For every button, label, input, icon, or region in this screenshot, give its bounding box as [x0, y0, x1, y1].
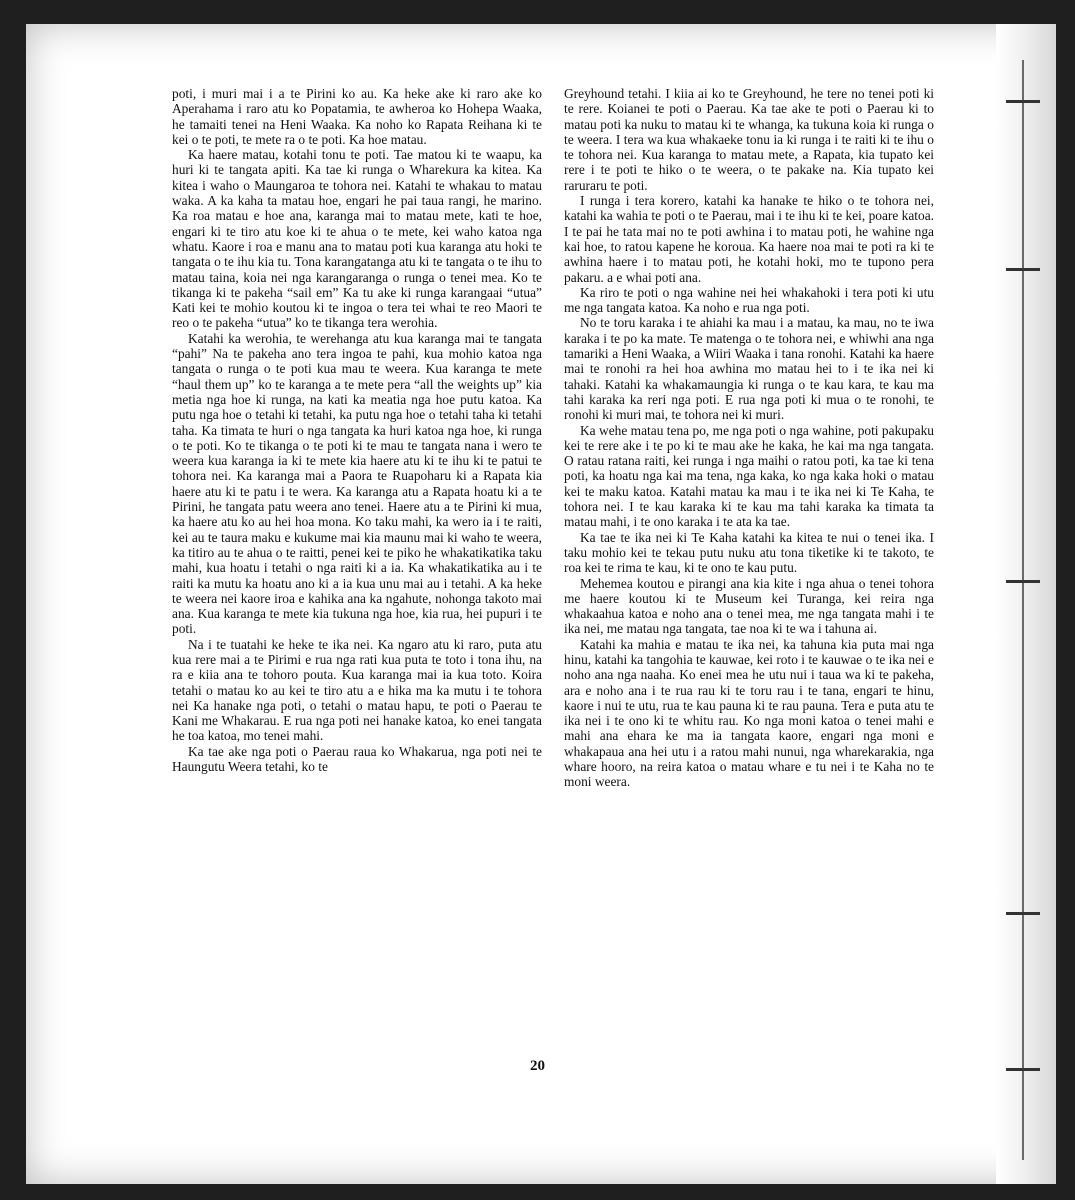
paragraph: No te toru karaka i te ahiahi ka mau i a matau, ka mau, no te iwa karaka i te po ka mate. Te matenga o te tohora nei, e whiwhi ana nga tamariki a Heni Waaka, a Wiiri Waaka i tana ronohi. Katahi ka haere mai te ronohi ra hei hoa awhina mo matau hei to i te ika nei ki tahaki. Katahi ka whakamaungia ki runga o te kau kara, te kau ma tahi karaka ka reri nga poti. E rua nga poti ki mua o te ronohi, te ronohi ki muri mai, te tohora nei ki muri. — [564, 315, 934, 423]
right-text-column — [564, 86, 934, 790]
paragraph: Na i te tuatahi ke heke te ika nei. Ka ngaro atu ki raro, puta atu kua rere mai a te Pirimi e rua nga rati kua puta te toto i tona ihu, na ra e kiia ana te tohoro pouta. Kua karanga mai ia kua toto. Koira tetahi o matau ko au kei te tiro atu a e hika ma ka mutu i te tohora nei Ka hanake nga poti, o tetahi o matau hapu, te poti o Paerau te Kani me Whakarau. E rua nga poti nei hanake katoa, ko enei tangata he toa katoa, mo tenei mahi. — [172, 636, 542, 744]
paragraph: Greyhound tetahi. I kiia ai ko te Greyhound, he tere no tenei poti ki te rere. Koianei te poti o Paerau. Ka tae ake te poti o Paerau ki to matau poti ka nuku to matau ki te whanga, ka tukuna koia ki runga o te weera. I tera wa kua whakaeke tonu ia ki runga i te raiti ki te ihu o te tohora nei. Kua karanga to matau mete, a Rapata, kia tupato kei rere i te poti te hiko o te weera, o te pakake na. Kia tupato kei raruraru te poti. — [564, 86, 934, 193]
paragraph: Ka tae ake nga poti o Paerau raua ko Whakarua, nga poti nei te Haungutu Weera tetahi, ko te — [172, 743, 542, 775]
paragraph: Katahi ka mahia e matau te ika nei, ka tahuna kia puta mai nga hinu, katahi ka tangohia te kauwae, kei roto i te kauwae o te ika nei e noho ana nga naaha. Ko enei mea he utu nui i taua wa ki te pakeha, ara e noho ana i te rua rau ki te toru rau i te tana, engari te hinu, kaore i nui te utu, rua te kau pauna ki te rau pauna. Tera e puta atu te ika nei i te ono ki te whitu rau. Ko nga moni katoa o tenei mahi e mahi ana ehara ke ma ia tangata kaore, engari nga moni e whakapaua ana hei utu i a ratou mahi nunui, nga wharekarakia, nga whare hooro, na reira katoa o matau whare e tu nei i te Kaha no te moni weera. — [564, 636, 934, 790]
paragraph: Ka riro te poti o nga wahine nei hei whakahoki i tera poti ki utu me nga tangata katoa. Ka noho e rua nga poti. — [564, 284, 934, 316]
paragraph: Katahi ka werohia, te werehanga atu kua karanga mai te tangata “pahi” Na te pakeha ano tera ingoa te pahi, kua mohio katoa nga tangata o runga o te poti kua mau te weera. Kua karanga te mete “haul them up” ko te karanga a te mete pera “all the weights up” kia metia nga hoe ki runga, na kati ka meatia nga hoe putu katoa. Ka putu nga hoe o tetahi ki tetahi, ka putu nga hoe o tetahi taha ki tetahi taha. Ka timata te huri o nga tangata ka huri katoa nga hoe, ki runga o te poti. Ko te tikanga o te poti ki te mau te tangata nana i wero te weera kua karanga ia ki te mete kia haere atu ki te ihu ki te patui te tohora nei. Ka karanga mai a Paora te Ruapoharu ki a Rapata kia haere atu ki te patu i te wera. Ka karanga atu a Rapata hoatu ki a te Pirini, he tangata patu weera ano tenei. Haere atu a te Pirini ki mua, ka haere atu ko au hei hoa mona. Ko taku mahi, ka wero ia i te raiti, kei au te taura maku e kukume mai kia maunu mai ki waho te weera, ka titiro au te ahua o te raitti, penei kei te piko he whakatikatika taku mahi, kua hoatu i tetahi o nga raiti ki a ia. Ka whakatikatika au i te raiti ka mutu ka hoatu ano ki a ia kua unu mai au i tetahi. A ka heke te weera nei kaore iroa e kahika ana ka ngahute, nohonga takoto mai ana. Kua karanga te mete kia tukuna nga hoe, kia rua, hei pupuri i te poti. — [172, 330, 542, 637]
binding-mark — [1006, 268, 1040, 271]
paragraph: Ka tae te ika nei ki Te Kaha katahi ka kitea te nui o tenei ika. I taku mohio kei te tekau putu nuku atu tona tiketike ki te takoto, te roa kei te rima te kau, ki te ono te kau putu. — [564, 529, 934, 576]
paragraph: Ka wehe matau tena po, me nga poti o nga wahine, poti pakupaku kei te rere ake i te po ki te mau ake he kaka, he kai ma nga tangata. O ratau ratana raiti, kei runga i nga maihi o ratou poti, ka tae ki tena poti, ka hoatu nga kai ma tena, nga kaka, ko nga kaka hoki o matau kei te maku katoa. Katahi matau ka mau i te ika nei ki Te Kaha, te tohora nei. I te kau karaka ki te kau ma tahi karaka ka timata ta matau mahi, i te ono karaka i te ata ka tae. — [564, 422, 934, 530]
paragraph: I runga i tera korero, katahi ka hanake te hiko o te tohora nei, katahi ka wahia te poti o te Paerau, mai i te ihu ki te kei, poare katoa. I te pai he tata mai no te poti awhina i to matau poti, he wahine nga kai hoe, to ratou kapene he koroua. Ka haere noa mai te poti ra ki te awhina haere i to matau poti, he kotahi hoki, mo te tupono pera pakaru. a e whai poti ana. — [564, 193, 934, 285]
binding-mark — [1006, 912, 1040, 915]
paragraph: poti, i muri mai i a te Pirini ko au. Ka heke ake ki raro ake ko Aperahama i raro atu ko Popatamia, te awheroa ko Hohepa Waaka, he tamaiti tenei na Heni Waaka. Ka noho ko Rapata Reihana ki te kei o te poti, te mete ra o te poti. Ka hoe matau. — [172, 86, 542, 147]
binding-mark — [1006, 580, 1040, 583]
page-edge-shadow — [996, 24, 1056, 1184]
binding-edge — [1022, 60, 1024, 1160]
left-text-column — [172, 86, 542, 774]
paragraph: Ka haere matau, kotahi tonu te poti. Tae matou ki te waapu, ka huri ki te tangata apiti. Ka tae ki runga o Wharekura ka kitea. Ka kitea i waho o Maungaroa te tohora nei. Katahi te whakau to matau waka. A ka kaha ta matau hoe, engari he pai taua rangi, he marino. Ka roa matau e hoe ana, karanga mai to matau mete, kati te hoe, engari ki te tiro atu koe ki te ahua o te mete, kei waho katoa nga whatu. Kaore i roa e manu ana to matau poti kua karanga atu hoki te tangata o te ihu kia tu. Tona karangatanga atu ki te tangata o te ihu to matau taina, koia nei nga karangaranga o runga o tenei mea. Ko te tikanga ki te pakeha “sail em” Ka tu ake ki runga karangaai “utua” Kati kei te mohio koutou ki te ingoa o tera tei whai te reo Maori te reo o te pakeha “utua” ko te tikanga tera werohia. — [172, 147, 542, 331]
page-number: 20 — [530, 1058, 545, 1074]
binding-mark — [1006, 100, 1040, 103]
paragraph: Mehemea koutou e pirangi ana kia kite i nga ahua o tenei tohora me haere koutou ki te Museum kei Turanga, kei reira nga whakaahua katoa e noho ana o tenei mea, me nga tangata mahi i te ika nei, me matau nga tangata, tae noa ki te wa i tahuna ai. — [564, 575, 934, 637]
